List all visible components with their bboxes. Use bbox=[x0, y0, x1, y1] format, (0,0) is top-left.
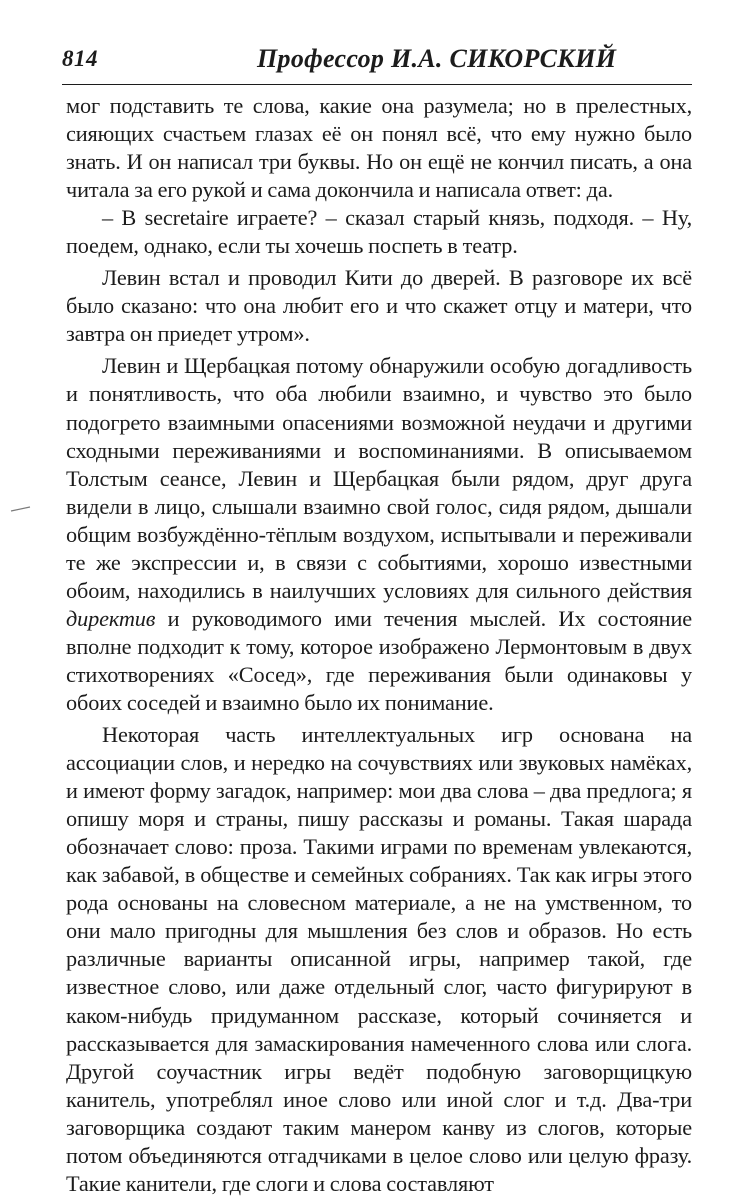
paragraph-4 bbox=[66, 352, 692, 717]
paragraph-5: Некоторая часть интеллектуальных игр основана на ассоциации слов, и нередко на сочувствиях или звуковых намёках, и имеют форму загадок, например: мои два слова – два предлога; я опишу моря и страны, пишу рассказы и романы. Такая шарада обозначает слово: проза. Такими играми по временам увлекаются, как забавой, в обществе и семейных собраниях. Так как игры этого рода основаны на словесном материале, а не на умственном, то они мало пригодны для мышления без слов и образов. Но есть различные варианты описанной игры, например такой, где известное слово, или даже отдельный слог, часто фигурируют в каком-нибудь придуманном рассказе, который сочиняется и рассказывается для замаскирования намеченного слова или слога. Другой соучастник игры ведёт подобную заговорщицкую канитель, употреблял иное слово или иной слог и т.д. Два-три заговорщика создают таким манером канву из слогов, которые потом объединяются отгадчиками в целое слово или целую фразу. Такие канители, где слоги и слова составляют bbox=[66, 722, 692, 1196]
body-text bbox=[66, 92, 692, 1198]
paragraph-4-text-b: и руководимого ими течения мыслей. Их состояние вполне подходит к тому, которое изображено Лермонтовым в двух стихотворениях «Сосед», где переживания были одинаковы у обоих соседей и взаимно было их понимание. bbox=[66, 605, 692, 715]
paragraph-4-emphasis: директив bbox=[66, 605, 156, 631]
paragraph-2: – В secretaire играете? – сказал старый князь, подходя. – Ну, поедем, однако, если ты хочешь поспеть в театр. bbox=[66, 205, 692, 259]
page-header bbox=[62, 38, 692, 88]
header-rule bbox=[62, 84, 692, 85]
margin-pencil-mark bbox=[10, 505, 32, 513]
page-number: 814 bbox=[62, 46, 98, 71]
paragraph-4-text-a: Левин и Щербацкая потому обнаружили особую догадливость и понятливость, что оба любили взаимно, и чувство это было подогрето взаимными опасениями возможной неудачи и другими сходными переживаниями и воспоминаниями. В описываемом Толстым сеансе, Левин и Щербацкая были рядом, друг друга видели в лицо, слышали взаимно свой голос, сидя рядом, дышали общим возбуждённо-тёплым воздухом, испытывали и переживали те же экспрессии и, в связи с событиями, хорошо известными обоим, находились в наилучших условиях для сильного действия bbox=[66, 353, 692, 603]
running-title: Профессор И.А. СИКОРСКИЙ bbox=[257, 44, 617, 73]
paragraph-1: мог подставить те слова, какие она разумела; но в прелестных, сияющих счастьем глазах её он понял всё, что ему нужно было знать. И он написал три буквы. Но он ещё не кончил писать, а она читала за его рукой и сама докончила и написала ответ: да. bbox=[66, 93, 692, 203]
paragraph-3: Левин встал и проводил Кити до дверей. В разговоре их всё было сказано: что она любит его и что скажет отцу и матери, что завтра он приедет утром». bbox=[66, 265, 692, 347]
